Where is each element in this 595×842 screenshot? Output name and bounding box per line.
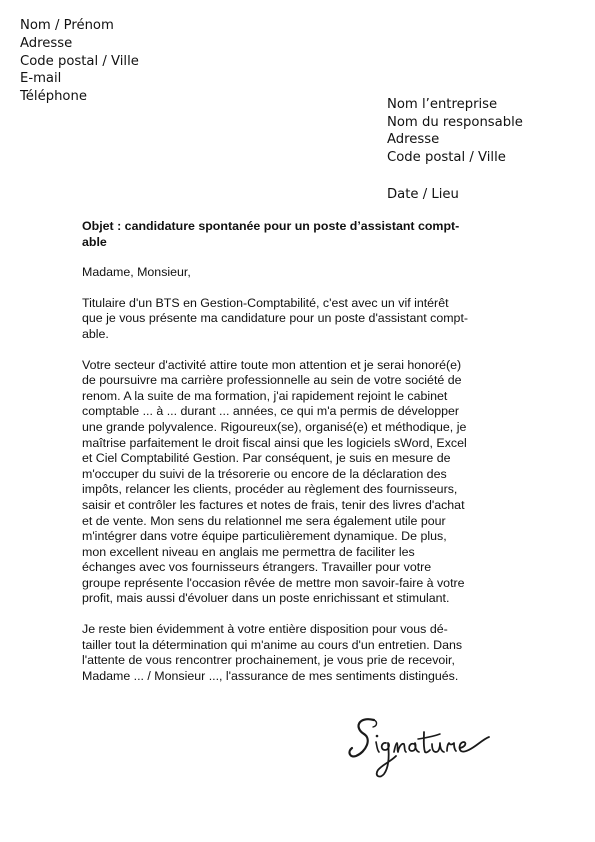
text-line: Je reste bien évidemment à votre entière disposition pour vous dé- (82, 622, 448, 637)
text-line: Votre secteur d'activité attire toute mon attention et je serai honoré(e) (82, 357, 462, 372)
recipient-address: Adresse (387, 132, 440, 148)
text-line: Titulaire d'un BTS en Gestion-Comptabilité, c'est avec un vif intérêt (82, 295, 449, 310)
text-line: renom. A la suite de ma formation, j'ai rapidement rejoint le cabinet (82, 388, 448, 403)
recipient-manager: Nom du responsable (387, 114, 523, 130)
text-line: l'attente de vous rencontrer prochainement, je vous prie de recevoir, (82, 653, 455, 668)
text-line: profit, mais aussi d'évoluer dans un poste enrichissant et stimulant. (82, 591, 450, 606)
text-line: tailler tout la détermination qui m'anime au cours d'un entretien. Dans (82, 637, 463, 652)
text-line: able. (82, 326, 109, 341)
text-line: et Ciel Comptabilité Gestion. Par conséquent, je suis en mesure de (82, 451, 451, 466)
text-line: maîtrise parfaitement le droit fiscal ainsi que les logiciels sWord, Excel (82, 435, 467, 450)
paragraph-closing (82, 622, 522, 684)
salutation: Madame, Monsieur, (82, 265, 191, 280)
text-line: que je vous présente ma candidature pour un poste d'assistant compt- (82, 311, 469, 326)
text-line: saisir et contrôler les factures et notes de frais, tenir des livres d'achat (82, 497, 465, 512)
text-line: impôts, relancer les clients, procéder au règlement des fournisseurs, (82, 482, 458, 497)
recipient-block (387, 96, 523, 166)
text-line: Madame ... / Monsieur ..., l'assurance de mes sentiments distingués. (82, 668, 459, 683)
letter-body (82, 219, 522, 699)
recipient-company: Nom l’entreprise (387, 97, 498, 112)
date-place: Date / Lieu (387, 187, 459, 202)
letter-subject (82, 219, 522, 250)
sender-address: Adresse (20, 35, 73, 51)
subject-line: able (82, 234, 107, 249)
text-line: groupe représente l'occasion rêvée de mettre mon savoir-faire à votre (82, 575, 465, 590)
paragraph-intro (82, 296, 522, 343)
text-line: échanges avec vos fournisseurs étrangers. Travailler pour votre (82, 560, 432, 575)
text-line: m'intégrer dans votre équipe particulièrement dynamique. De plus, (82, 529, 447, 544)
text-line: mon excellent niveau en anglais me permettra de faciliter les (82, 544, 415, 559)
sender-block (20, 17, 139, 106)
recipient-postal-city: Code postal / Ville (387, 149, 506, 165)
text-line: et de vente. Mon sens du relationnel me sera également utile pour (82, 513, 446, 528)
signature-image (344, 712, 494, 784)
sender-phone: Téléphone (20, 89, 87, 105)
text-line: de poursuivre ma carrière professionnelle au sein de votre société de (82, 373, 462, 388)
sender-name: Nom / Prénom (20, 18, 114, 33)
text-line: m'occuper du suivi de la trésorerie ou encore de la déclaration des (82, 466, 447, 481)
text-line: comptable ... à ... durant ... années, ce qui m'a permis de développer (82, 404, 460, 419)
text-line: une grande polyvalence. Rigoureux(se), organisé(e) et méthodique, je (82, 419, 467, 434)
sender-postal-city: Code postal / Ville (20, 53, 139, 69)
subject-line: Objet : candidature spontanée pour un poste d’assistant compt- (82, 219, 460, 233)
paragraph-experience (82, 358, 522, 608)
sender-email: E-mail (20, 71, 62, 87)
